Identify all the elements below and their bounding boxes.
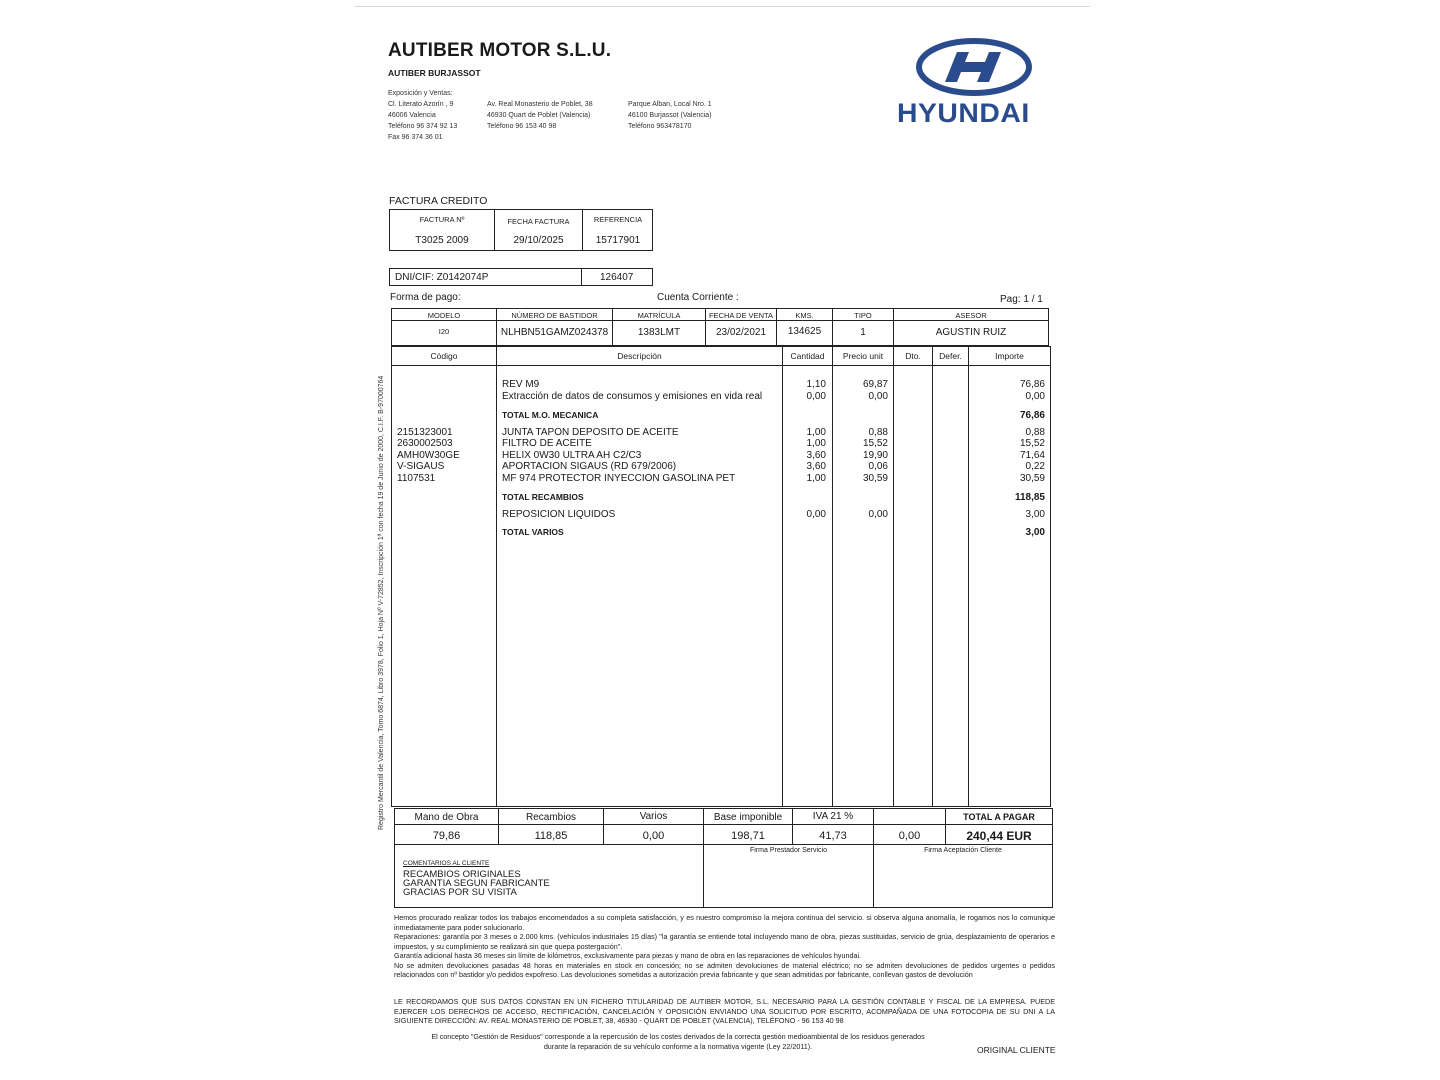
invoice-date-label: FECHA FACTURA (507, 217, 570, 226)
document-title: FACTURA CREDITO (389, 195, 488, 207)
vehicle-header: TIPO (854, 311, 872, 320)
invoice-date: 29/10/2025 (513, 235, 564, 246)
vehicle-header: KMS. (795, 311, 814, 320)
line-description: MF 974 PROTECTOR INYECCION GASOLINA PET (502, 473, 736, 484)
column-header: Importe (995, 351, 1024, 361)
total-label: Mano de Obra (414, 812, 479, 823)
line-quantity: 1,00 (806, 427, 826, 438)
line-amount: 3,00 (1025, 509, 1045, 520)
comment-line: GARANTIA SEGUN FABRICANTE (403, 878, 550, 889)
reference-number: 15717901 (595, 235, 641, 246)
line-unit-price: 69,87 (862, 379, 888, 390)
line-quantity: 0,00 (806, 509, 826, 520)
line-description: Extracción de datos de consumos y emisiones en vida real (502, 391, 763, 402)
vehicle-plate: 1383LMT (637, 327, 681, 338)
taxable-base: 198,71 (731, 830, 765, 842)
address-line: 46100 Burjassot (Valencia) (628, 112, 712, 119)
registry-side-text: Registro Mercantil de Valencia, Tomo 6874, Libro 3978, Folio 1, Hoja Nº V-72852, Inscripción 1ª con fecha 19 de Junio de 2000, C.I.F. B-97000764 (378, 375, 385, 830)
line-description: HELIX 0W30 ULTRA AH C2/C3 (502, 450, 642, 461)
line-quantity: 3,60 (806, 461, 826, 472)
current-account-label: Cuenta Corriente : (657, 292, 739, 303)
brand-wordmark: HYUNDAI (897, 98, 1030, 128)
payment-method-label: Forma de pago: (390, 292, 461, 303)
total-label: IVA 21 % (812, 811, 854, 822)
line-amount: 0,22 (1025, 461, 1045, 472)
line-code: 2151323001 (397, 427, 453, 438)
line-amount: 30,59 (1019, 473, 1045, 484)
address-line: Av. Real Monasterio de Poblet, 38 (487, 101, 593, 108)
invoice-number: T3025 2009 (415, 235, 469, 246)
reference-label: REFERENCIA (593, 215, 643, 224)
address-line: Parque Alban, Local Nro. 1 (628, 101, 712, 108)
comments-list (403, 870, 550, 897)
line-description: TOTAL VARIOS (502, 527, 564, 537)
address-line: Cl. Literato Azorín , 9 (388, 101, 454, 108)
line-amount: 71,64 (1019, 450, 1045, 461)
grand-total: 240,44 EUR (966, 829, 1032, 843)
address-block-1 (388, 88, 457, 143)
vehicle-vin: NLHBN51GAMZ024378 (500, 327, 609, 338)
invoice-number-label: FACTURA Nº (419, 215, 465, 224)
comment-line: RECAMBIOS ORIGINALES (403, 869, 521, 880)
line-description: FILTRO DE ACEITE (502, 438, 592, 449)
line-amount: 0,88 (1025, 427, 1045, 438)
line-amount: 0,00 (1025, 391, 1045, 402)
line-amount: 3,00 (1025, 527, 1045, 538)
comments-title: COMENTARIOS AL CLIENTE (403, 860, 490, 867)
company-name: AUTIBER MOTOR S.L.U. (388, 40, 612, 61)
waste-note-line: durante la reparación de su vehículo conforme a la normativa vigente (Ley 22/2011). (543, 1041, 813, 1051)
line-quantity: 1,00 (806, 473, 826, 484)
line-quantity: 1,00 (806, 438, 826, 449)
line-description: REPOSICION LIQUIDOS (502, 509, 616, 520)
line-unit-price: 19,90 (862, 450, 888, 461)
scan-top-edge (355, 6, 1090, 7)
line-amount: 118,85 (1014, 492, 1045, 503)
parts-total: 118,85 (534, 830, 568, 842)
branch-name: AUTIBER BURJASSOT (388, 68, 481, 78)
client-dni: DNI/CIF: Z0142074P (395, 272, 489, 283)
hyundai-logo-icon (915, 38, 1033, 96)
address-block-2 (487, 99, 593, 132)
legal-paragraph: Garantía adicional hasta 36 meses sin límite de kilómetros, exclusivamente para piezas y mano de obra en las reparaciones de vehículos hyundai. (394, 951, 862, 960)
client-box (389, 268, 653, 286)
address-block-3 (628, 99, 712, 132)
line-amount: 76,86 (1019, 410, 1045, 421)
line-description: TOTAL RECAMBIOS (502, 492, 584, 502)
legal-paragraph: Hemos procurado realizar todos los trabajos encomendados a su completa satisfacción, y es nuestro compromiso la mejora continua del servicio. si observa alguna anomalía, le rogamos nos lo comunique inmediatamente para poder solucionarlo. (394, 913, 1055, 932)
line-unit-price: 15,52 (862, 438, 888, 449)
line-description: APORTACION SIGAUS (RD 679/2006) (502, 461, 677, 472)
vehicle-model: I20 (438, 327, 450, 336)
page-number: Pag: 1 / 1 (1000, 294, 1043, 305)
address-line: 46006 Valencia (388, 112, 436, 119)
legal-paragraph: Reparaciones: garantía por 3 meses o 2.000 kms. (vehículos industriales 15 días) "la garantía se entiende total incluyendo mano de obra, piezas sustituidas, servicio de grúa, desplazamiento de operarios e impuestos, y su cumplimiento se realizará sin que quepa postergación". (394, 932, 1055, 951)
total-label: Base imponible (713, 812, 783, 823)
address-line: 46930 Quart de Poblet (Valencia) (487, 112, 591, 119)
client-code: 126407 (600, 272, 634, 283)
column-header: Cantidad (790, 351, 825, 361)
line-code: 2630002503 (397, 438, 453, 449)
line-amount: 76,86 (1019, 379, 1045, 390)
vat-amount: 41,73 (819, 830, 847, 842)
vehicle-info-table (391, 308, 1049, 346)
vehicle-header: MODELO (427, 311, 461, 320)
vehicle-sale-date: 23/02/2021 (715, 327, 767, 338)
client-signature-label: Firma Aceptación Cliente (924, 847, 1002, 854)
line-description: JUNTA TAPON DEPOSITO DE ACEITE (502, 427, 679, 438)
vehicle-type: 1 (860, 327, 866, 338)
data-protection-notice: LE RECORDAMOS QUE SUS DATOS CONSTAN EN UN FICHERO TITULARIDAD DE AUTIBER MOTOR, S.L. NECESARIO PARA LA GESTIÓN CONTABLE Y FISCAL DE LA EMPRESA. PUEDE EJERCER LOS DERECHOS DE ACCESO, RECTIFICACIÓN, CANCELACIÓN Y OPOSICIÓN ENVIANDO UNA SOLICITUD POR ESCRITO, ACOMPAÑADA DE UNA FOTOCOPIA DE SU DNI A LA SIGUIENTE DIRECCIÓN: AV. REAL MONASTERIO DE POBLET, 38, 46930 - QUART DE POBLET (VALENCIA), TELÉFONO - 96 153 40 98 (394, 997, 1055, 1025)
total-label: TOTAL A PAGAR (963, 812, 1035, 822)
vehicle-header: MATRÍCULA (637, 311, 681, 320)
vehicle-header: NÚMERO DE BASTIDOR (511, 311, 598, 320)
column-header: Precio unit (842, 351, 884, 361)
extra-amount: 0,00 (898, 830, 921, 842)
line-quantity: 3,60 (806, 450, 826, 461)
vehicle-advisor: AGUSTIN RUIZ (935, 327, 1007, 338)
address-line: Teléfono 96 153 40 98 (487, 123, 557, 130)
line-unit-price: 0,88 (868, 427, 888, 438)
line-amount: 15,52 (1019, 438, 1045, 449)
legal-paragraph: No se admiten devoluciones pasadas 48 horas en materiales en stock en concesión; no se admiten devoluciones de material eléctrico; no se admiten devoluciones de pedidos urgentes o pedidos relacionados con nº bastidor y/o pedidos expofreso. Las devoluciones sometidas a autorización previa fabricante y que sean admitidas por fabricante, conllevan gastos de devolución (394, 960, 1055, 979)
labor-total: 79,86 (432, 830, 461, 842)
provider-signature-label: Firma Prestador Servicio (749, 847, 828, 854)
line-unit-price: 0,00 (868, 391, 888, 402)
total-label: Recambios (525, 812, 577, 823)
column-header: Descripción (617, 351, 662, 361)
comment-line: GRACIAS POR SU VISITA (403, 887, 517, 898)
line-quantity: 1,10 (806, 379, 826, 390)
line-code: AMH0W30GE (397, 450, 460, 461)
vehicle-header: ASESOR (955, 311, 987, 320)
address-line: Fax 96 374 36 01 (388, 134, 443, 141)
address-line: Teléfono 963478170 (628, 123, 692, 130)
vehicle-kms: 134625 (787, 326, 822, 337)
waste-management-note (398, 1032, 958, 1051)
misc-total: 0,00 (642, 830, 665, 842)
column-header: Dto. (905, 351, 921, 361)
waste-note-line: El concepto "Gestión de Residuos" corresponde a la repercusión de los costes derivados de la correcta gestión medioambiental de los residuos generados (431, 1032, 925, 1041)
line-code: V-SIGAUS (397, 461, 445, 472)
line-unit-price: 0,06 (868, 461, 888, 472)
address-line: Teléfono 96 374 92 13 (388, 123, 458, 130)
total-label: Varios (639, 811, 668, 822)
vehicle-header: FECHA DE VENTA (708, 311, 774, 320)
legal-terms (394, 913, 1055, 980)
column-header: Defer. (939, 351, 962, 361)
invoice-info-box (389, 209, 653, 251)
comments-signature-box (394, 844, 1053, 908)
column-header: Código (430, 351, 458, 361)
line-description: TOTAL M.O. MECANICA (502, 410, 599, 420)
line-quantity: 0,00 (806, 391, 826, 402)
address-line: Exposición y Ventas: (388, 90, 453, 97)
copy-label: ORIGINAL CLIENTE (977, 1045, 1056, 1055)
totals-table (394, 808, 1053, 845)
line-description: REV M9 (502, 379, 540, 390)
line-unit-price: 0,00 (868, 509, 888, 520)
line-code: 1107531 (397, 473, 436, 484)
line-unit-price: 30,59 (862, 473, 888, 484)
